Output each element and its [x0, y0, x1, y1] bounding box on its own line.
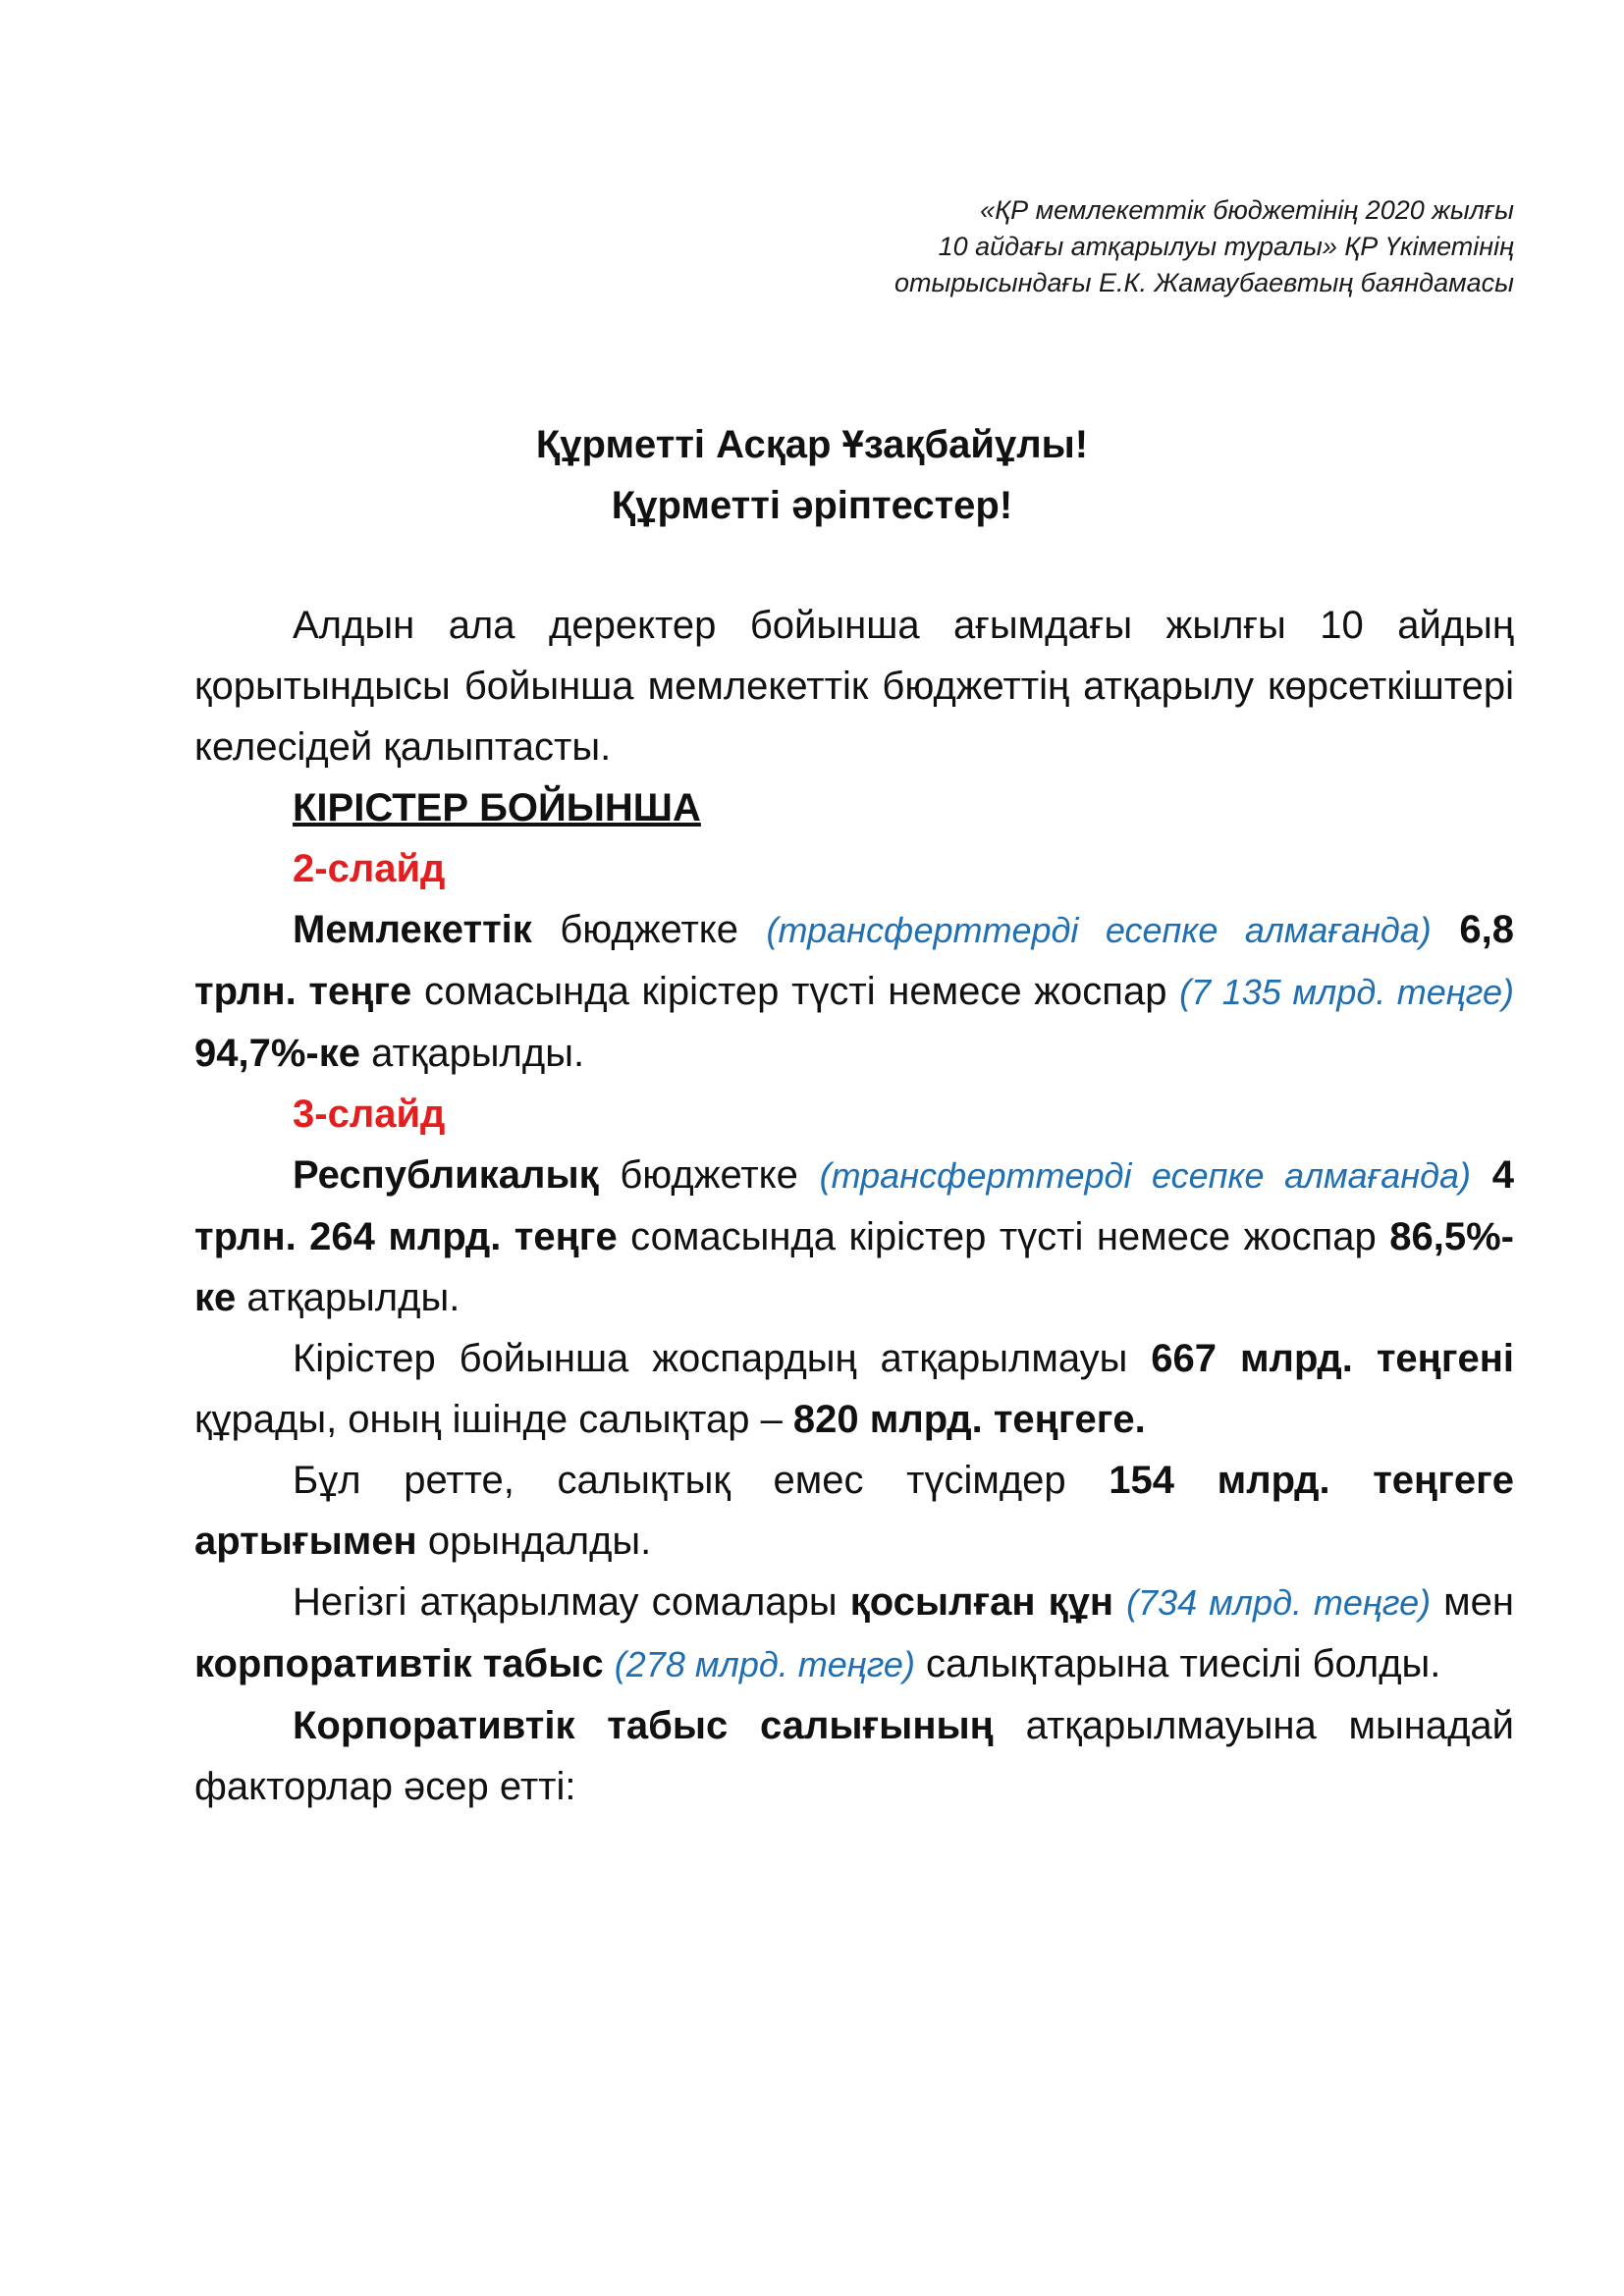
text: Бұл ретте, салықтық емес түсімдер [293, 1459, 1110, 1502]
bold-text: 6,8 трлн. теңге [194, 908, 1514, 1013]
text: Негізгі атқарылмау сомалары [293, 1580, 850, 1624]
bold-text: корпоративтік табыс [194, 1642, 604, 1685]
header-note [630, 192, 1514, 301]
text: атқарылмауына мынадай факторлар әсер етті: [194, 1704, 1514, 1808]
bold-text: 94,7%-ке [194, 1032, 361, 1075]
slide3-paragraph-5 [194, 1695, 1514, 1817]
bold-text: 154 млрд. теңгеге артығымен [194, 1459, 1515, 1563]
header-note-line: отырысындағы Е.К. Жамаубаевтың баяндамасы [894, 268, 1514, 297]
intro-paragraph: Алдын ала деректер бойынша ағымдағы жылғы 10 айдың қорытындысы бойынша мемлекеттік бюджеттің атқарылу көрсеткіштері келесідей қалыптасты. [194, 604, 1514, 769]
greeting [0, 414, 1624, 536]
slide3-paragraph-4 [194, 1572, 1514, 1695]
text: бюджетке [598, 1153, 820, 1197]
document-body [194, 595, 1514, 1817]
text: құрады, оның ішінде салықтар – [194, 1398, 793, 1441]
text: бюджетке [531, 908, 767, 951]
note-text: (трансферттерді есепке алмағанда) [766, 910, 1432, 950]
slide2-paragraph [194, 899, 1514, 1084]
bold-text: 86,5%-ке [194, 1215, 1514, 1319]
text: атқарылды. [360, 1032, 585, 1075]
slide-label: 2-слайд [293, 847, 446, 890]
greeting-line: Құрметті Асқар Ұзақбайұлы! [535, 423, 1089, 466]
note-text: (278 млрд. теңге) [614, 1644, 915, 1684]
note-text: (7 135 млрд. теңге) [1179, 972, 1514, 1012]
slide3-paragraph-3 [194, 1450, 1514, 1572]
note-text: (734 млрд. теңге) [1126, 1582, 1432, 1623]
bold-text: 820 млрд. теңгеге. [792, 1398, 1146, 1441]
slide-label: 3-слайд [293, 1093, 446, 1136]
text [1113, 1580, 1126, 1624]
text: Кірістер бойынша жоспардың атқарылмауы [293, 1337, 1152, 1380]
text: салықтарына тиесілі болды. [914, 1642, 1441, 1685]
text [1471, 1153, 1492, 1197]
header-note-line: «ҚР мемлекеттік бюджетінің 2020 жылғы [980, 195, 1514, 225]
text: атқарылды. [236, 1276, 460, 1319]
bold-text: Корпоративтік табыс салығының [293, 1704, 994, 1747]
header-note-line: 10 айдағы атқарылуы туралы» ҚР Үкіметінің [938, 232, 1514, 261]
text: орындалды. [416, 1520, 652, 1563]
text [604, 1642, 615, 1685]
slide3-paragraph-2 [194, 1328, 1514, 1450]
greeting-line: Құрметті әріптестер! [611, 484, 1013, 527]
note-text: (трансферттерді есепке алмағанда) [819, 1155, 1472, 1196]
bold-text: қосылған құн [849, 1580, 1113, 1624]
bold-text: Республикалық [293, 1153, 599, 1197]
text: мен [1431, 1580, 1514, 1624]
slide3-paragraph-1 [194, 1145, 1514, 1328]
bold-text: Мемлекеттік [293, 908, 532, 951]
text [1432, 908, 1460, 951]
bold-text: 4 трлн. 264 млрд. теңге [194, 1153, 1514, 1258]
section-title: КІРІСТЕР БОЙЫНША [293, 786, 701, 829]
text: сомасында кірістер түсті немесе жоспар [617, 1215, 1390, 1258]
text: сомасында кірістер түсті немесе жоспар [411, 970, 1180, 1013]
bold-text: 667 млрд. теңгені [1151, 1337, 1514, 1380]
